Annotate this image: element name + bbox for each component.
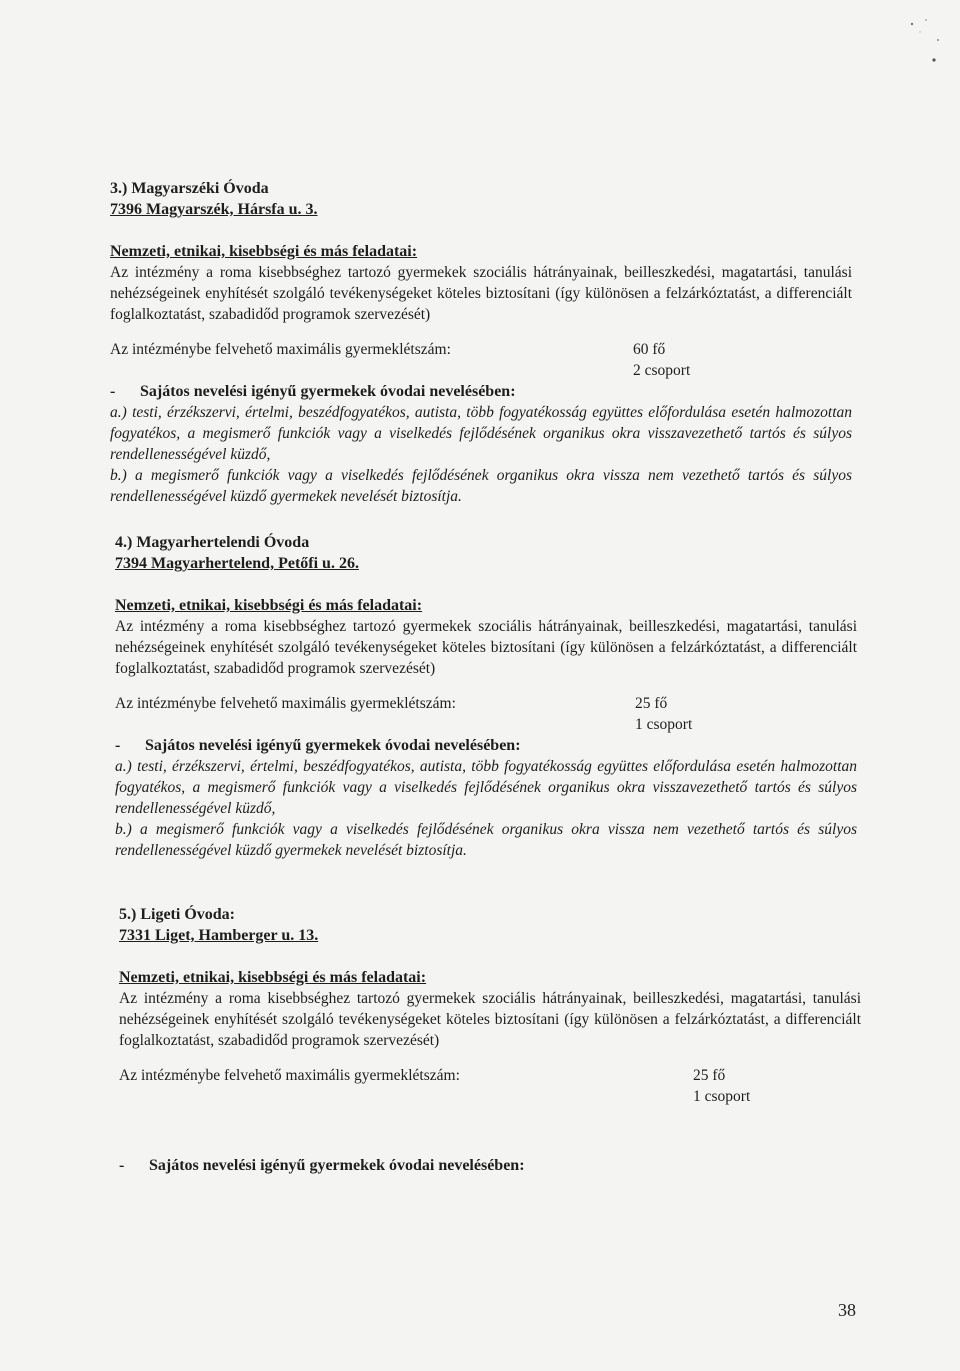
section-magyarhertelendi-ovoda <box>115 532 857 861</box>
capacity-row <box>119 1065 861 1107</box>
sen-heading: Sajátos nevelési igényű gyermekek óvodai nevelésében: <box>140 383 516 400</box>
section-title: 5.) Ligeti Óvoda: <box>119 906 235 923</box>
capacity-row <box>110 339 852 381</box>
sen-item-b: b.) a megismerő funkciók vagy a viselkedés fejlődésének organikus okra vissza nem vezethető tartós és súlyos rendellenességével küzdő gyermekek nevelését biztosítja. <box>110 467 852 505</box>
sen-dash: - <box>119 1157 125 1174</box>
duties-text: Az intézmény a roma kisebbséghez tartozó gyermekek szociális hátrányainak, beilleszkedési, magatartási, tanulási nehézségeinek enyhítését szolgáló tevékenységeket köteles biztosítani (így különösen a felzárkóztatást, a differenciált foglalkoztatást, szabadidőd programok szervezését) <box>110 264 852 323</box>
section-title: 4.) Magyarhertelendi Óvoda <box>115 534 310 551</box>
capacity-label: Az intézménybe felvehető maximális gyermeklétszám: <box>119 1067 460 1084</box>
duties-text: Az intézmény a roma kisebbséghez tartozó gyermekek szociális hátrányainak, beilleszkedési, magatartási, tanulási nehézségeinek enyhítését szolgáló tevékenységeket köteles biztosítani (így különösen a felzárkóztatást, a differenciált foglalkoztatást, szabadidőd programok szervezését) <box>119 990 861 1049</box>
section-address: 7394 Magyarhertelend, Petőfi u. 26. <box>115 555 359 572</box>
groups-value: 1 csoport <box>693 1088 751 1105</box>
sen-heading-row <box>119 1155 861 1176</box>
sen-item-a: a.) testi, érzékszervi, értelmi, beszédfogyatékos, autista, több fogyatékosság együttes előfordulása esetén halmozottan fogyatékos, a megismerő funkciók vagy a viselkedés fejlődésének organikus okra visszavezethető tartós és súlyos rendellenességével küzdő, <box>115 758 857 817</box>
sen-heading-row <box>115 735 857 756</box>
groups-value: 2 csoport <box>633 362 691 379</box>
capacity-value: 25 fő <box>635 695 668 712</box>
duties-heading: Nemzeti, etnikai, kisebbségi és más feladatai: <box>119 969 427 986</box>
sen-item-a: a.) testi, érzékszervi, értelmi, beszédfogyatékos, autista, több fogyatékosság együttes előfordulása esetén halmozottan fogyatékos, a megismerő funkciók vagy a viselkedés fejlődésének organikus okra visszavezethető tartós és súlyos rendellenességével küzdő, <box>110 404 852 463</box>
sen-heading: Sajátos nevelési igényű gyermekek óvodai nevelésében: <box>145 737 521 754</box>
section-magyarszeki-ovoda <box>110 178 852 507</box>
capacity-label: Az intézménybe felvehető maximális gyermeklétszám: <box>115 695 456 712</box>
capacity-row <box>115 693 857 735</box>
capacity-value: 60 fő <box>633 341 666 358</box>
section-ligeti-ovoda <box>119 904 861 1176</box>
capacity-label: Az intézménybe felvehető maximális gyermeklétszám: <box>110 341 451 358</box>
sen-item-b: b.) a megismerő funkciók vagy a viselkedés fejlődésének organikus okra vissza nem vezethető tartós és súlyos rendellenességével küzdő gyermekek nevelését biztosítja. <box>115 821 857 859</box>
section-title: 3.) Magyarszéki Óvoda <box>110 180 269 197</box>
scan-specks-decoration <box>890 10 950 70</box>
duties-heading: Nemzeti, etnikai, kisebbségi és más feladatai: <box>110 243 418 260</box>
duties-heading: Nemzeti, etnikai, kisebbségi és más feladatai: <box>115 597 423 614</box>
groups-value: 1 csoport <box>635 716 693 733</box>
sen-dash: - <box>115 737 121 754</box>
sen-heading-row <box>110 381 852 402</box>
sen-dash: - <box>110 383 116 400</box>
section-address: 7331 Liget, Hamberger u. 13. <box>119 927 319 944</box>
page-number: 38 <box>838 1300 856 1320</box>
section-address: 7396 Magyarszék, Hársfa u. 3. <box>110 201 318 218</box>
sen-heading: Sajátos nevelési igényű gyermekek óvodai nevelésében: <box>149 1157 525 1174</box>
capacity-value: 25 fő <box>693 1067 726 1084</box>
duties-text: Az intézmény a roma kisebbséghez tartozó gyermekek szociális hátrányainak, beilleszkedési, magatartási, tanulási nehézségeinek enyhítését szolgáló tevékenységeket köteles biztosítani (így különösen a felzárkóztatást, a differenciált foglalkoztatást, szabadidőd programok szervezését) <box>115 618 857 677</box>
